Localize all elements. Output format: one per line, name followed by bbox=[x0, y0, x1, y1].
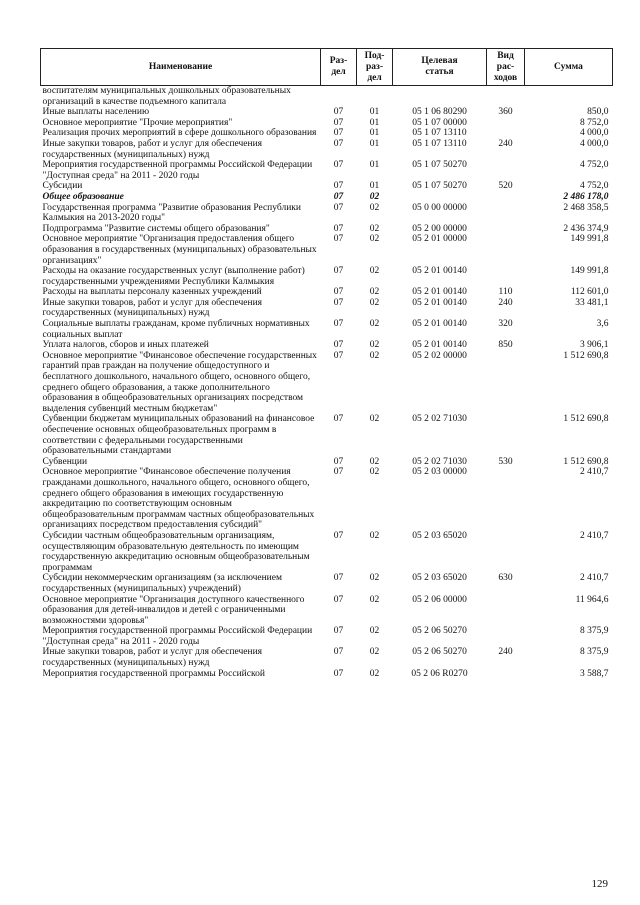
cell-celevaya: 05 1 07 13110 bbox=[412, 128, 467, 139]
table-row bbox=[41, 266, 613, 287]
budget-table bbox=[40, 48, 613, 679]
cell-vid bbox=[487, 669, 525, 680]
cell-razdel: 07 bbox=[333, 647, 344, 658]
cell-podrazdel: 02 bbox=[369, 456, 380, 467]
cell-razdel: 07 bbox=[333, 234, 344, 245]
table-row bbox=[41, 192, 613, 203]
cell-vid: 850 bbox=[498, 340, 513, 351]
table-row bbox=[41, 626, 613, 647]
cell-razdel: 07 bbox=[333, 573, 344, 584]
cell-vid bbox=[487, 203, 525, 224]
cell-name: Мероприятия государственной программы Российской Федерации "Доступная среда" на 2011 - 2020 годы bbox=[42, 160, 313, 181]
cell-razdel: 07 bbox=[333, 530, 344, 541]
cell-podrazdel: 01 bbox=[369, 128, 380, 139]
cell-celevaya: 05 1 06 80290 bbox=[412, 107, 467, 118]
table-row bbox=[41, 595, 613, 627]
cell-podrazdel: 02 bbox=[369, 626, 380, 637]
table-header bbox=[41, 49, 613, 86]
cell-razdel: 07 bbox=[333, 138, 344, 149]
cell-razdel: 07 bbox=[333, 117, 344, 128]
table-row bbox=[41, 531, 613, 573]
cell-vid: 320 bbox=[498, 319, 513, 330]
cell-razdel: 07 bbox=[333, 287, 344, 298]
cell-vid: 240 bbox=[498, 138, 513, 149]
cell-celevaya: 05 2 03 00000 bbox=[412, 467, 467, 478]
table-row bbox=[41, 573, 613, 594]
cell-summa: 2 436 374,9 bbox=[563, 223, 609, 234]
header-summa: Сумма bbox=[525, 49, 613, 86]
cell-vid bbox=[487, 118, 525, 129]
cell-podrazdel: 01 bbox=[369, 107, 380, 118]
cell-podrazdel: 02 bbox=[369, 287, 380, 298]
cell-razdel: 07 bbox=[333, 128, 344, 139]
cell-summa: 1 512 690,8 bbox=[563, 414, 609, 425]
cell-razdel: 07 bbox=[333, 456, 344, 467]
cell-razdel: 07 bbox=[333, 107, 344, 118]
cell-summa: 4 000,0 bbox=[580, 138, 609, 149]
cell-name: Субсидии частным общеобразовательным организациям, осуществляющим образовательную деятельность по имеющим государственную аккредитацию основным общеобразовательным программам bbox=[42, 530, 310, 573]
cell-razdel: 07 bbox=[333, 266, 344, 277]
cell-podrazdel: 02 bbox=[369, 266, 380, 277]
cell-summa: 2 410,7 bbox=[580, 530, 609, 541]
cell-vid: 630 bbox=[498, 573, 513, 584]
cell-summa: 2 486 178,0 bbox=[563, 191, 609, 202]
cell-celevaya: 05 2 06 00000 bbox=[412, 594, 467, 605]
header-celevaya: Целевая статья bbox=[393, 49, 487, 86]
cell-vid bbox=[487, 266, 525, 287]
cell-vid: 110 bbox=[498, 287, 513, 298]
cell-summa: 2 410,7 bbox=[580, 573, 609, 584]
cell-razdel: 07 bbox=[333, 340, 344, 351]
cell-razdel: 07 bbox=[333, 160, 344, 171]
cell-podrazdel: 02 bbox=[369, 573, 380, 584]
header-name: Наименование bbox=[41, 49, 321, 86]
cell-vid bbox=[487, 224, 525, 235]
cell-summa bbox=[525, 86, 613, 108]
cell-summa: 8 752,0 bbox=[580, 117, 609, 128]
cell-name: Субвенции бюджетам муниципальных образований на финансовое обеспечение основных общеобразовательных программ в соответствии с федеральными государственными образовательными стандартами bbox=[42, 414, 315, 457]
cell-celevaya: 05 2 01 00140 bbox=[412, 266, 467, 277]
cell-vid bbox=[487, 531, 525, 573]
cell-razdel: 07 bbox=[333, 181, 344, 192]
cell-summa: 3,6 bbox=[596, 319, 609, 330]
cell-celevaya: 05 2 06 50270 bbox=[412, 626, 467, 637]
cell-summa: 3 588,7 bbox=[580, 668, 609, 679]
cell-summa: 8 375,9 bbox=[580, 626, 609, 637]
table-row bbox=[41, 160, 613, 181]
cell-celevaya: 05 2 00 00000 bbox=[412, 223, 467, 234]
cell-podrazdel: 02 bbox=[369, 350, 380, 361]
cell-celevaya: 05 2 02 71030 bbox=[412, 414, 467, 425]
cell-name: Субсидии некоммерческим организациям (за исключением государственных (муниципальных) учреждений) bbox=[42, 573, 282, 594]
cell-summa: 850,0 bbox=[587, 107, 609, 118]
cell-podrazdel: 02 bbox=[369, 234, 380, 245]
cell-vid: 520 bbox=[498, 181, 513, 192]
cell-celevaya: 05 1 07 50270 bbox=[412, 160, 467, 171]
cell-summa: 3 906,1 bbox=[580, 340, 609, 351]
cell-podrazdel: 02 bbox=[369, 223, 380, 234]
cell-podrazdel: 02 bbox=[369, 647, 380, 658]
cell-vid: 240 bbox=[498, 297, 513, 308]
table-row bbox=[41, 351, 613, 415]
table-row bbox=[41, 414, 613, 456]
cell-celevaya: 05 2 01 00000 bbox=[412, 234, 467, 245]
cell-name: Иные выплаты населению bbox=[42, 107, 150, 118]
cell-celevaya: 05 2 03 65020 bbox=[412, 530, 467, 541]
cell-summa: 8 375,9 bbox=[580, 647, 609, 658]
cell-name: Реализация прочих мероприятий в сфере дошкольного образования bbox=[42, 128, 317, 139]
cell-celevaya: 05 2 01 00140 bbox=[412, 340, 467, 351]
cell-razdel: 07 bbox=[333, 668, 344, 679]
cell-celevaya: 05 2 02 71030 bbox=[412, 456, 467, 467]
header-vid: Вид рас- ходов bbox=[487, 49, 525, 86]
cell-summa: 149 991,8 bbox=[570, 234, 609, 245]
cell-podrazdel: 02 bbox=[369, 202, 380, 213]
cell-name: Иные закупки товаров, работ и услуг для обеспечения государственных (муниципальных) нужд bbox=[42, 138, 263, 160]
cell-podrazdel: 02 bbox=[369, 297, 380, 308]
cell-name: Общее образование bbox=[42, 191, 124, 202]
cell-razdel bbox=[321, 86, 357, 108]
cell-vid bbox=[487, 595, 525, 627]
cell-vid bbox=[487, 128, 525, 139]
cell-summa: 4 752,0 bbox=[580, 160, 609, 171]
cell-summa: 112 601,0 bbox=[570, 287, 609, 298]
cell-celevaya: 05 1 07 00000 bbox=[412, 117, 467, 128]
cell-celevaya: 05 2 01 00140 bbox=[412, 297, 467, 308]
cell-vid bbox=[487, 414, 525, 456]
cell-name: Субсидии bbox=[42, 181, 83, 192]
header-podrazdel: Под- раз- дел bbox=[357, 49, 393, 86]
cell-celevaya bbox=[393, 192, 487, 203]
cell-name: воспитателям муниципальных дошкольных образовательных организаций в качестве подъемного капитала bbox=[42, 86, 291, 107]
cell-celevaya: 05 2 01 00140 bbox=[412, 287, 467, 298]
table-row bbox=[41, 224, 613, 235]
table-row bbox=[41, 128, 613, 139]
cell-celevaya: 05 1 07 13110 bbox=[412, 138, 467, 149]
table-row bbox=[41, 181, 613, 192]
cell-razdel: 07 bbox=[333, 594, 344, 605]
cell-podrazdel: 02 bbox=[369, 414, 380, 425]
cell-razdel: 07 bbox=[333, 191, 344, 202]
table-row bbox=[41, 107, 613, 118]
cell-name: Расходы на выплаты персоналу казенных учреждений bbox=[42, 287, 262, 298]
cell-summa: 1 512 690,8 bbox=[563, 350, 609, 361]
cell-summa: 4 000,0 bbox=[580, 128, 609, 139]
cell-name: Иные закупки товаров, работ и услуг для обеспечения государственных (муниципальных) нужд bbox=[42, 297, 263, 319]
cell-podrazdel: 01 bbox=[369, 181, 380, 192]
cell-celevaya: 05 2 02 00000 bbox=[412, 350, 467, 361]
cell-vid: 530 bbox=[498, 456, 513, 467]
cell-vid bbox=[487, 234, 525, 266]
table-row bbox=[41, 234, 613, 266]
cell-name: Основное мероприятие "Финансовое обеспечение государственных гарантий прав граждан на получение общедоступного и бесплатного дошкольного, начального общего, основного общего, среднего общего образования, а также дополнительного образования в общеобразовательных организациях посредством выделения субвенций местным бюджетам" bbox=[42, 350, 317, 414]
cell-summa: 2 410,7 bbox=[580, 467, 609, 478]
cell-vid: 360 bbox=[498, 107, 513, 118]
cell-name: Уплата налогов, сборов и иных платежей bbox=[42, 340, 209, 351]
header-razdel: Раз- дел bbox=[321, 49, 357, 86]
cell-podrazdel: 01 bbox=[369, 117, 380, 128]
cell-name: Основное мероприятие "Организация доступного качественного образования для детей-инвалидов и детей с ограниченными возможностями здоровья" bbox=[42, 594, 305, 626]
cell-name: Основное мероприятие "Организация предоставления общего образования в государственных (муниципальных) образовательных организациях" bbox=[42, 234, 317, 266]
cell-podrazdel: 02 bbox=[369, 594, 380, 605]
table-row bbox=[41, 118, 613, 129]
cell-summa: 11 964,6 bbox=[575, 594, 609, 605]
cell-razdel: 07 bbox=[333, 467, 344, 478]
table-row bbox=[41, 139, 613, 160]
cell-vid bbox=[487, 160, 525, 181]
cell-celevaya: 05 2 03 65020 bbox=[412, 573, 467, 584]
cell-celevaya: 05 0 00 00000 bbox=[412, 202, 467, 213]
cell-podrazdel: 02 bbox=[369, 530, 380, 541]
cell-name: Мероприятия государственной программы Российской bbox=[42, 668, 265, 679]
table-row bbox=[41, 319, 613, 340]
cell-name: Основное мероприятие "Финансовое обеспечение получения гражданами дошкольного, начального общего, основного общего, среднего общего образования в имеющих государственную аккредитацию по соответствующим основным общеобразовательным программам частных общеобразовательных организациях посредством предоставления субсидий" bbox=[42, 467, 315, 531]
cell-razdel: 07 bbox=[333, 202, 344, 213]
cell-name: Расходы на оказание государственных услуг (выполнение работ) государственными учреждениями Республики Калмыкия bbox=[42, 266, 305, 287]
table-row bbox=[41, 298, 613, 319]
cell-razdel: 07 bbox=[333, 414, 344, 425]
table-row bbox=[41, 86, 613, 108]
table-body bbox=[41, 86, 613, 680]
cell-podrazdel bbox=[357, 86, 393, 108]
cell-podrazdel: 01 bbox=[369, 138, 380, 149]
table-row bbox=[41, 647, 613, 668]
cell-razdel: 07 bbox=[333, 297, 344, 308]
cell-name: Социальные выплаты гражданам, кроме публичных нормативных социальных выплат bbox=[42, 319, 310, 340]
cell-podrazdel: 02 bbox=[369, 340, 380, 351]
cell-name: Субвенции bbox=[42, 456, 88, 467]
cell-celevaya: 05 2 06 50270 bbox=[412, 647, 467, 658]
table-row bbox=[41, 203, 613, 224]
cell-summa: 149 991,8 bbox=[570, 266, 609, 277]
cell-vid bbox=[487, 467, 525, 531]
cell-vid bbox=[487, 351, 525, 415]
cell-celevaya: 05 2 01 00140 bbox=[412, 319, 467, 330]
page-number: 129 bbox=[591, 878, 608, 890]
cell-summa: 4 752,0 bbox=[580, 181, 609, 192]
table-row bbox=[41, 669, 613, 680]
cell-name: Иные закупки товаров, работ и услуг для обеспечения государственных (муниципальных) нужд bbox=[42, 647, 263, 669]
cell-razdel: 07 bbox=[333, 626, 344, 637]
cell-razdel: 07 bbox=[333, 223, 344, 234]
cell-name: Государственная программа "Развитие образования Республики Калмыкия на 2013-2020 годы" bbox=[42, 202, 301, 224]
cell-vid bbox=[487, 626, 525, 647]
table-row bbox=[41, 340, 613, 351]
cell-podrazdel: 02 bbox=[369, 668, 380, 679]
cell-name: Мероприятия государственной программы Российской Федерации "Доступная среда" на 2011 - 2020 годы bbox=[42, 626, 313, 647]
cell-podrazdel: 02 bbox=[369, 467, 380, 478]
cell-vid: 240 bbox=[498, 647, 513, 658]
cell-razdel: 07 bbox=[333, 350, 344, 361]
cell-podrazdel: 01 bbox=[369, 160, 380, 171]
table-row bbox=[41, 457, 613, 468]
cell-vid bbox=[487, 192, 525, 203]
cell-name: Основное мероприятие "Прочие мероприятия" bbox=[42, 117, 233, 128]
cell-celevaya: 05 2 06 R0270 bbox=[411, 668, 468, 679]
cell-summa: 2 468 358,5 bbox=[563, 202, 609, 213]
cell-summa: 33 481,1 bbox=[575, 297, 609, 308]
cell-vid bbox=[487, 86, 525, 108]
table-row bbox=[41, 287, 613, 298]
cell-razdel: 07 bbox=[333, 319, 344, 330]
cell-podrazdel: 02 bbox=[369, 319, 380, 330]
cell-name: Подпрограмма "Развитие системы общего образования" bbox=[42, 223, 270, 234]
cell-summa: 1 512 690,8 bbox=[563, 456, 609, 467]
table-row bbox=[41, 467, 613, 531]
cell-podrazdel: 02 bbox=[369, 191, 380, 202]
cell-celevaya bbox=[393, 86, 487, 108]
cell-celevaya: 05 1 07 50270 bbox=[412, 181, 467, 192]
